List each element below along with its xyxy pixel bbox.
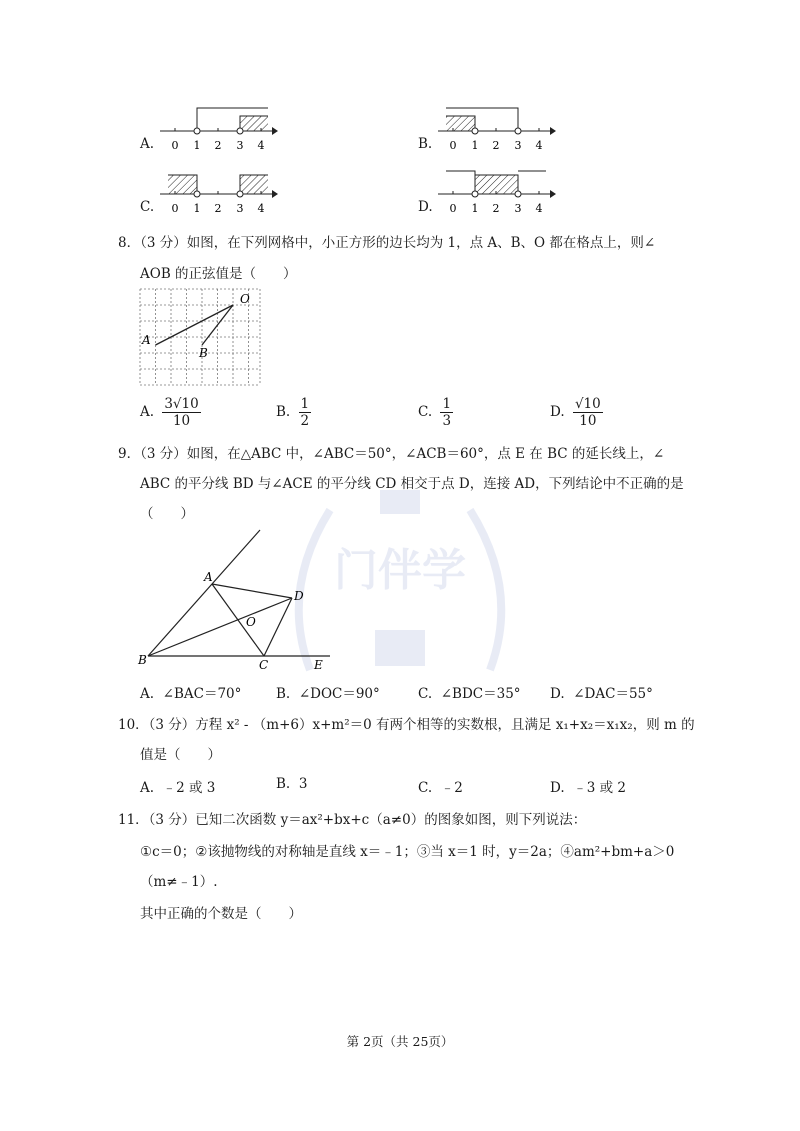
tick-0: 0 xyxy=(449,139,457,152)
numerator: 1 xyxy=(300,396,310,412)
q8-option-d xyxy=(550,396,603,429)
option-letter: A. xyxy=(140,780,155,796)
option-letter: A. xyxy=(140,404,155,420)
q7-option-d-letter: D. xyxy=(418,199,433,215)
q11-stem-line-1: 11．（3 分）已知二次函数 y＝ax²+bx+c（a≠0）的图象如图，则下列说法： xyxy=(118,812,587,828)
option-letter: B. xyxy=(276,404,291,420)
fraction xyxy=(573,396,603,429)
point-label-d: D xyxy=(294,589,304,603)
q7-option-b-letter: B. xyxy=(418,136,433,152)
q10-stem-line-2: 值是（ ） xyxy=(140,747,221,763)
fraction xyxy=(440,396,453,429)
numerator: 3√10 xyxy=(164,396,199,412)
point-label-a: A xyxy=(142,333,151,347)
denominator: 2 xyxy=(300,413,310,429)
numerator: √10 xyxy=(574,396,601,412)
denominator: 10 xyxy=(172,413,191,429)
q8-stem-line-2: AOB 的正弦值是（ ） xyxy=(140,266,297,282)
tick-2: 2 xyxy=(214,202,222,215)
tick-2: 2 xyxy=(492,202,500,215)
tick-1: 1 xyxy=(193,202,201,215)
option-text: ﹣2 或 3 xyxy=(162,780,216,796)
tick-4: 4 xyxy=(257,139,265,152)
tick-1: 1 xyxy=(471,202,479,215)
tick-0: 0 xyxy=(171,202,179,215)
option-letter: D. xyxy=(550,686,565,702)
option-text: ∠DOC＝90° xyxy=(298,686,380,702)
q8-stem-line-1: 8．（3 分）如图，在下列网格中，小正方形的边长均为 1，点 A、B、O 都在格点上，则∠ xyxy=(118,235,656,251)
option-text: ﹣3 或 2 xyxy=(573,780,626,796)
q9-option-d xyxy=(550,682,653,702)
point-label-a: A xyxy=(204,570,213,584)
q9-stem-line-3: （ ） xyxy=(140,506,194,522)
q7-option-a-letter: A. xyxy=(140,136,155,152)
option-letter: B. xyxy=(276,686,291,702)
tick-3: 3 xyxy=(514,139,522,152)
q9-triangle-figure xyxy=(134,528,344,673)
option-text: ﹣2 xyxy=(440,780,463,796)
q7-option-b-number-line xyxy=(438,104,558,160)
point-label-b: B xyxy=(199,346,208,360)
q10-option-c xyxy=(418,776,463,796)
denominator: 3 xyxy=(442,413,452,429)
option-text: 3 xyxy=(298,776,308,792)
denominator: 10 xyxy=(579,413,597,429)
q9-option-a xyxy=(140,682,241,702)
q10-option-a xyxy=(140,776,215,796)
tick-0: 0 xyxy=(171,139,179,152)
fraction xyxy=(299,396,312,429)
option-text: ∠BAC＝70° xyxy=(162,686,242,702)
fraction xyxy=(162,396,200,429)
tick-4: 4 xyxy=(535,139,543,152)
q8-option-c xyxy=(418,396,453,429)
tick-2: 2 xyxy=(214,139,222,152)
q9-stem-line-2: ABC 的平分线 BD 与∠ACE 的平分线 CD 相交于点 D，连接 AD，下列结论中不正确的是 xyxy=(140,476,684,492)
tick-2: 2 xyxy=(492,139,500,152)
point-label-e: E xyxy=(314,658,323,672)
q7-option-c-letter: C. xyxy=(140,199,155,215)
q11-stem-line-4: 其中正确的个数是（ ） xyxy=(140,906,302,922)
q9-option-c xyxy=(418,682,521,702)
point-label-o: O xyxy=(240,292,250,306)
q7-option-c-number-line xyxy=(160,167,280,223)
numerator: 1 xyxy=(442,396,452,412)
q7-option-a-number-line xyxy=(160,104,280,160)
svg-text:门伴学: 门伴学 xyxy=(334,545,466,596)
q8-option-a xyxy=(140,396,201,429)
tick-1: 1 xyxy=(193,139,201,152)
q11-stem-line-2: ①c＝0；②该抛物线的对称轴是直线 x＝﹣1；③当 x＝1 时，y＝2a；④am²+bm+a＞0 xyxy=(140,844,675,860)
point-label-o: O xyxy=(246,615,256,629)
option-text: ∠DAC＝55° xyxy=(573,686,653,702)
option-letter: D. xyxy=(550,404,565,420)
page-footer: 第 2页（共 25页） xyxy=(346,1034,454,1049)
q9-stem-line-1: 9．（3 分）如图，在△ABC 中，∠ABC＝50°，∠ACB＝60°，点 E 在 BC 的延长线上，∠ xyxy=(118,446,665,462)
q10-option-d xyxy=(550,776,626,796)
q7-option-d-number-line xyxy=(438,167,558,223)
q8-grid-figure xyxy=(138,287,264,389)
point-label-c: C xyxy=(259,658,269,672)
option-letter: C. xyxy=(418,404,433,420)
option-text: ∠BDC＝35° xyxy=(440,686,521,702)
option-letter: B. xyxy=(276,776,291,792)
tick-1: 1 xyxy=(471,139,479,152)
tick-0: 0 xyxy=(449,202,457,215)
q9-option-b xyxy=(276,682,380,702)
tick-3: 3 xyxy=(514,202,522,215)
option-letter: C. xyxy=(418,780,433,796)
option-letter: D. xyxy=(550,780,565,796)
option-letter: C. xyxy=(418,686,433,702)
point-label-b: B xyxy=(138,653,147,667)
q11-stem-line-3: （m≠﹣1）. xyxy=(140,874,218,890)
q8-option-b xyxy=(276,396,311,429)
option-letter: A. xyxy=(140,686,155,702)
tick-4: 4 xyxy=(257,202,265,215)
tick-3: 3 xyxy=(236,139,244,152)
tick-4: 4 xyxy=(535,202,543,215)
tick-3: 3 xyxy=(236,202,244,215)
q10-option-b xyxy=(276,776,307,792)
q10-stem-line-1: 10．（3 分）方程 x² - （m+6）x+m²＝0 有两个相等的实数根，且满足 x₁+x₂＝x₁x₂，则 m 的 xyxy=(118,717,695,733)
